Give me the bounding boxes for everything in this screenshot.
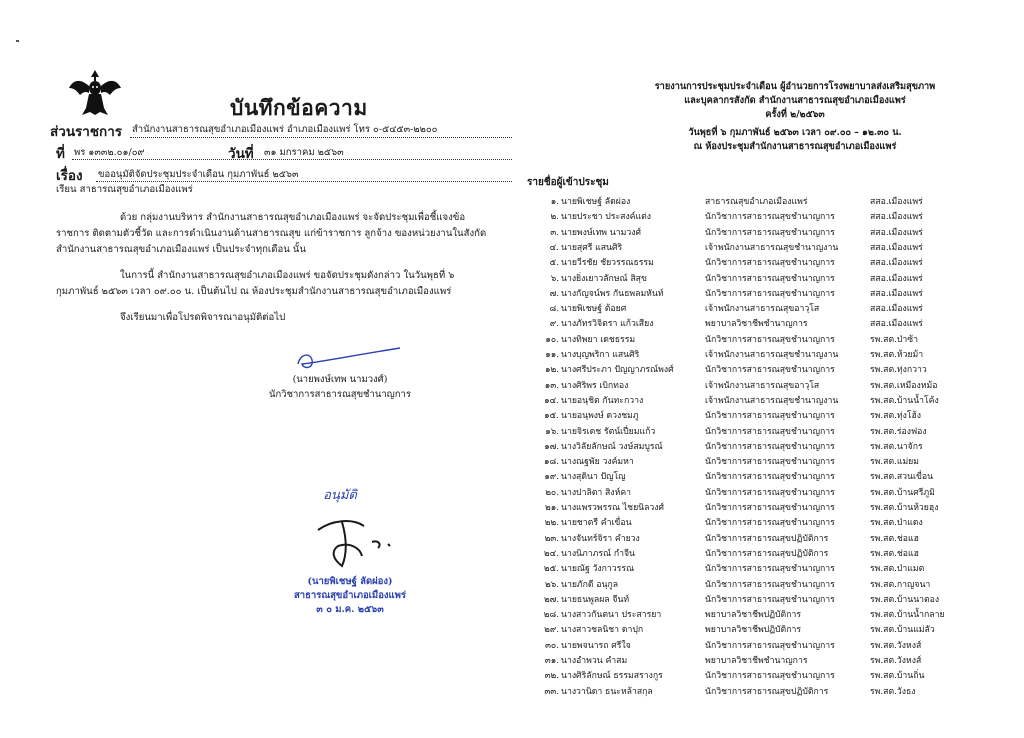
attendee-office: รพ.สต.ทุ่งกวาว [870,365,927,376]
date-value: ๓๑ มกราคม ๒๕๖๓ [264,147,344,158]
attendee-name: นายพิเชษฐ์ ลัดผ่อง [561,197,631,207]
attendee-number: ๓. [550,227,559,238]
attendee-position: นักวิชาการสาธารณสุขชำนาญการ [705,288,835,299]
scan-speck [16,40,19,42]
dotted-line [130,137,512,138]
ref-label: ที่ [56,146,65,162]
attendee-name: นางศิริพร เบิกทอง [561,380,629,391]
attendee-name: นายจิรเดช รัตน์เปี่ยมแก้ว [561,426,656,437]
attendee-number: ๒๙. [544,625,559,636]
attendee-position: นักวิชาการสาธารณสุขชำนาญการ [705,640,835,651]
attendee-row [525,500,990,514]
attendee-row [525,546,990,560]
approval-date: ๓ ๐ ม.ค. ๒๕๖๓ [316,604,384,615]
attendee-number: ๑๐. [545,334,559,345]
attendee-name: นางนิภาภรณ์ กำจีน [561,548,635,559]
attendee-office: สสอ.เมืองแพร่ [870,212,923,223]
attendee-number: ๑๖. [545,426,559,437]
attendee-position: นักวิชาการสาธารณสุขชำนาญการ [705,334,835,345]
department-value: สำนักงานสาธารณสุขอำเภอเมืองแพร่ อำเภอเมืองแพร่ โทร ๐-๕๔๕๓-๒๒๐๐ [132,124,438,135]
attendee-office: รพ.สต.บ้านศรีภูมิ [870,487,935,498]
attendee-row [525,607,990,621]
attendee-row [525,225,990,239]
attendee-office: สสอ.เมืองแพร่ [870,197,923,207]
attendee-number: ๑๔. [544,395,559,406]
paragraph-1-line-2: ราชการ ติดตามตัวชี้วัด และการดำเนินงานด้านสาธารณสุข แก่ข้าราชการ ลูกจ้าง ของหน่วยงานในสังกัด [56,228,487,239]
attendee-name: นายสุศรี แสนศิริ [561,242,623,253]
attendee-position: นักวิชาการสาธารณสุขชำนาญการ [705,273,835,284]
attendee-number: ๘. [549,304,559,315]
attendee-position: พยาบาลวิชาชีพปฏิบัติการ [705,610,801,621]
attendee-name: นางจันทร์จิรา คำยวง [561,533,640,544]
ref-value: พร ๑๓๓๒.๐๑/๐๙ [74,147,145,158]
attendee-number: ๑. [550,197,559,207]
attendee-office: รพ.สต.บ้านน้ำกลาย [870,610,945,621]
attendee-position: เจ้าพนักงานสาธารณสุขชำนาญงาน [705,350,839,360]
attendee-row [525,638,990,652]
attendee-row [525,469,990,483]
attendee-office: รพ.สต.วังหงส์ [870,640,922,651]
attendee-office: รพ.สต.ทุ่งโฮ้ง [870,411,922,422]
attendee-number: ๔. [549,242,559,253]
attendee-number: ๑๘. [544,457,559,468]
attendee-office: รพ.สต.ช่อแฮ [870,548,919,559]
attendee-number: ๖. [550,273,559,284]
attendee-name: นางอำพวน คำสม [561,656,628,666]
department-label: ส่วนราชการ [50,124,123,140]
attendee-number: ๒๖. [544,579,559,590]
attendee-name: นางกัญจน์พร กันธพลมหันท์ [561,288,664,299]
attendee-office: รพ.สต.บ้านห้วยฮุง [870,503,939,513]
attendee-number: ๒๑. [544,503,559,513]
salutation: เรียน สาธารณสุขอำเภอเมืองแพร่ [56,184,193,195]
attendee-name: นางณฐพัย วงค์มหา [561,457,634,468]
attendee-number: ๒๐. [545,487,559,498]
attendee-name: นางศรีประภา ปัญญาภรณ์พงศ์ [561,365,674,376]
attendee-name: นายพจนารถ ศรีใจ [561,640,631,651]
attendee-position: นักวิชาการสาธารณสุขชำนาญการ [705,258,835,269]
attendee-name: นางแพรวพรรณ ไชยนิลวงศ์ [561,503,665,513]
attendee-row [525,240,990,254]
attendee-row [525,439,990,453]
attendee-position: นักวิชาการสาธารณสุขชำนาญการ [705,671,835,682]
attendee-row [525,454,990,468]
attendee-position: พยาบาลวิชาชีพชำนาญการ [705,319,808,330]
attendee-name: นางสาวชลนิชา ดาปุก [561,625,644,636]
attendee-row [525,362,990,376]
attendee-number: ๑๓. [544,380,559,391]
attendee-number: ๓๐. [544,640,559,651]
attendee-number: ๒๘. [543,610,559,621]
attendee-name: นายณัฐ วังกาวรรณ [561,564,635,575]
subject-label: เรื่อง [56,168,83,184]
attendee-position: นักวิชาการสาธารณสุขชำนาญการ [705,564,835,575]
attendee-name: นางวิลัยลักษณ์ วงษ์สมบูรณ์ [561,441,663,452]
attendee-row [525,255,990,269]
attendee-number: ๑๙. [544,472,559,483]
attendee-number: ๙. [549,319,559,330]
paragraph-2-line-1: ในการนี้ สำนักงานสาธารณสุขอำเภอเมืองแพร่ ขอจัดประชุมดังกล่าว ในวันพุธที่ ๖ [120,270,455,281]
attendee-office: รพ.สต.บ้านน้ำโค้ง [870,395,939,406]
attendee-position: เจ้าพนักงานสาธารณสุขชำนาญงาน [705,242,839,253]
attendee-office: สสอ.เมืองแพร่ [870,242,923,253]
attendee-number: ๑๑. [545,350,559,360]
attendee-row [525,684,990,698]
attendee-number: ๒. [550,212,559,223]
attendee-position: พยาบาลวิชาชีพชำนาญการ [705,656,808,666]
attendee-number: ๗. [549,288,559,299]
attendee-office: สสอ.เมืองแพร่ [870,227,923,238]
attendee-name: นายพงษ์เทพ นามวงศ์ [561,227,641,238]
attendee-name: นางวานิดา ธนะหล้าสกุล [561,686,653,697]
attendee-position: เจ้าพนักงานสาธารณสุขอาวุโส [705,380,820,391]
attendee-row [525,316,990,330]
attendee-position: นักวิชาการสาธารณสุขชำนาญการ [705,411,835,422]
attendee-row [525,378,990,392]
attendee-row [525,209,990,223]
attendee-row [525,286,990,300]
attendee-number: ๓๓. [544,686,559,697]
attendee-number: ๓๑. [544,656,559,666]
attendee-name: นางยิ่งเยาวลักษณ์ สิสุข [561,273,647,284]
attendee-office: รพ.สต.กาญจนา [870,579,931,590]
attendee-row [525,485,990,499]
memo [50,60,520,720]
attendee-row [525,271,990,285]
attendee-office: รพ.สต.บ้านแม่ลัว [870,625,935,636]
attendee-number: ๒๓. [544,533,559,544]
attendee-name: นางทิพยา เดชธรรม [561,334,636,345]
attendee-position: นักวิชาการสาธารณสุขชำนาญการ [705,487,835,498]
attendee-row [525,408,990,422]
paragraph-1-line-1: ด้วย กลุ่มงานบริหาร สำนักงานสาธารณสุขอำเภอเมืองแพร่ จะจัดประชุมเพื่อชี้แจงข้อ [120,212,466,223]
attendee-row [525,332,990,346]
attendee-position: นักวิชาการสาธารณสุขชำนาญการ [705,365,835,376]
attendee-row [525,347,990,361]
attendee-number: ๕. [549,258,559,269]
attendee-office: รพ.สต.บ้านนาตอง [870,594,940,605]
attendees-title: รายชื่อผู้เข้าประชุม [527,177,609,188]
attendee-row [525,668,990,682]
attendee-position: นักวิชาการสาธารณสุขชำนาญการ [705,503,835,513]
attendee-row [525,515,990,529]
garuda-emblem-icon [68,68,122,116]
attendee-row [525,301,990,315]
attendee-row [525,531,990,545]
attendee-office: รพ.สต.วังหงส์ [870,656,922,666]
attendee-office: สสอ.เมืองแพร่ [870,304,923,315]
attendee-position: เจ้าพนักงานสาธารณสุขอาวุโส [705,304,820,315]
paragraph-2-line-2: กุมภาพันธ์ ๒๕๖๓ เวลา ๐๙.๐๐ น. เป็นต้นไป ณ ห้องประชุมสำนักงานสาธารณสุขอำเภอเมืองแพร่ [56,286,452,297]
attendee-number: ๒๔. [543,548,559,559]
attendee-position: นักวิชาการสาธารณสุขชำนาญการ [705,426,835,437]
attendee-position: นักวิชาการสาธารณสุขปฏิบัติการ [705,548,829,559]
attendee-row [525,194,990,208]
dotted-line [72,159,512,160]
attendee-number: ๒๕. [543,564,559,575]
attendee-name: นายวีรชัย ชัยวรรณธรรม [561,258,654,269]
attendee-office: รพ.สต.ห้วยม้า [870,350,924,360]
attendee-office: สสอ.เมืองแพร่ [870,319,923,330]
attendee-name: นายอนุชิต กันทะกวาง [561,395,644,406]
requester-position: นักวิชาการสาธารณสุขชำนาญการ [269,389,411,400]
attendee-name: นายอนุพงษ์ ดวงชมภู [561,411,639,422]
approver-signature [312,512,402,572]
date-label: วันที่ [228,146,254,162]
attendee-name: นายประชา ประสงค์แต่ง [561,212,651,223]
meeting-report [525,80,995,730]
attendee-position: นักวิชาการสาธารณสุขชำนาญการ [705,472,835,483]
attendee-position: นักวิชาการสาธารณสุขชำนาญการ [705,441,835,452]
attendee-row [525,561,990,575]
approver-name: (นายพิเชษฐ์ ลัดผ่อง) [307,576,393,587]
attendee-office: รพ.สต.นาจักร [870,441,923,452]
attendee-name: นายภักดี อนุกูล [561,579,619,590]
attendee-row [525,393,990,407]
attendee-name: นางสาวกันตนา ประสารยา [561,610,662,621]
attendee-name: นางปาลิตา สิงห์คา [561,487,632,498]
attendee-row [525,424,990,438]
attendee-name: นายธนพูลผล จีนท์ [561,594,630,605]
attendee-position: นักวิชาการสาธารณสุขชำนาญการ [705,227,835,238]
attendee-number: ๒๒. [544,518,559,529]
subject-value: ขออนุมัติจัดประชุมประจำเดือน กุมภาพันธ์ ๒๕๖๓ [98,169,299,180]
attendee-row [525,592,990,606]
attendee-name: นางบุญพริกา แสนศิริ [561,350,640,360]
approval-note: อนุมัติ [323,488,357,503]
attendee-position: นักวิชาการสาธารณสุขชำนาญการ [705,579,835,590]
attendee-row [525,622,990,636]
attendee-office: สสอ.เมืองแพร่ [870,273,923,284]
attendee-number: ๒๗. [543,594,559,605]
paragraph-1-line-3: สำนักงานสาธารณสุขอำเภอเมืองแพร่ เป็นประจำทุกเดือน นั้น [56,244,306,255]
closing-line: จึงเรียนมาเพื่อโปรดพิจารณาอนุมัติต่อไป [120,312,286,323]
attendee-office: สสอ.เมืองแพร่ [870,288,923,299]
attendee-number: ๓๒. [544,671,559,682]
report-heading-line-5: ณ ห้องประชุมสำนักงานสาธารณสุขอำเภอเมืองแพร่ [693,141,897,152]
approver-position: สาธารณสุขอำเภอเมืองแพร่ [293,590,407,601]
attendee-office: สสอ.เมืองแพร่ [870,258,923,269]
requester-name: (นายพงษ์เทพ นามวงศ์) [292,374,388,385]
attendee-row [525,653,990,667]
report-heading-line-1: รายงานการประชุมประจำเดือน ผู้อำนวยการโรงพยาบาลส่งเสริมสุขภาพ [654,81,936,92]
report-heading-line-3: ครั้งที่ ๒/๒๕๖๓ [765,109,825,120]
report-heading-line-4: วันพุธที่ ๖ กุมภาพันธ์ ๒๕๖๓ เวลา ๐๙.๐๐ – ๑๒.๓๐ น. [688,127,902,138]
attendee-office: รพ.สต.วังธง [870,686,916,697]
attendee-position: พยาบาลวิชาชีพปฏิบัติการ [705,625,801,636]
attendee-name: นายพิเชษฐ์ ต้อยศ [561,304,627,315]
attendee-row [525,577,990,591]
attendee-office: รพ.สต.ป่าแมต [870,564,925,575]
attendee-office: รพ.สต.ป่าแดง [870,518,923,529]
attendee-name: นางภัทรวิจิตรา แก้วเสียง [561,319,654,330]
attendee-number: ๑๕. [544,411,559,422]
attendee-office: รพ.สต.สวนเขื่อน [870,472,934,483]
attendee-position: เจ้าพนักงานสาธารณสุขชำนาญงาน [705,395,839,406]
memo-title: บันทึกข้อความ [230,95,368,120]
attendee-position: นักวิชาการสาธารณสุขชำนาญการ [705,518,835,529]
attendee-position: นักวิชาการสาธารณสุขชำนาญการ [705,457,835,468]
attendee-office: รพ.สต.ร่องฟอง [870,426,927,437]
attendee-number: ๑๗. [544,441,559,452]
attendee-office: รพ.สต.แม่ยม [870,457,920,468]
attendee-position: นักวิชาการสาธารณสุขปฏิบัติการ [705,533,829,544]
attendee-office: รพ.สต.ป่าซ้า [870,334,919,345]
attendee-position: นักวิชาการสาธารณสุขชำนาญการ [705,212,835,223]
attendee-position: นักวิชาการสาธารณสุขชำนาญการ [705,594,835,605]
attendee-position: สาธารณสุขอำเภอเมืองแพร่ [705,197,808,207]
attendee-position: นักวิชาการสาธารณสุขปฏิบัติการ [705,686,829,697]
attendee-office: รพ.สต.ช่อแฮ [870,533,919,544]
attendee-office: รพ.สต.บ้านถิ่น [870,671,925,682]
report-heading-line-2: และบุคลากรสังกัด สำนักงานสาธารณสุขอำเภอเมืองแพร่ [684,95,906,106]
attendee-name: นางศิริลักษณ์ ธรรมสรางกูร [561,671,663,682]
attendee-name: นายชาตรี คำเขื่อน [561,518,632,529]
attendee-office: รพ.สต.เหมืองหม้อ [870,380,938,391]
attendee-number: ๑๒. [544,365,559,376]
attendee-name: นางสุดินา ปัญโญ [561,472,626,483]
